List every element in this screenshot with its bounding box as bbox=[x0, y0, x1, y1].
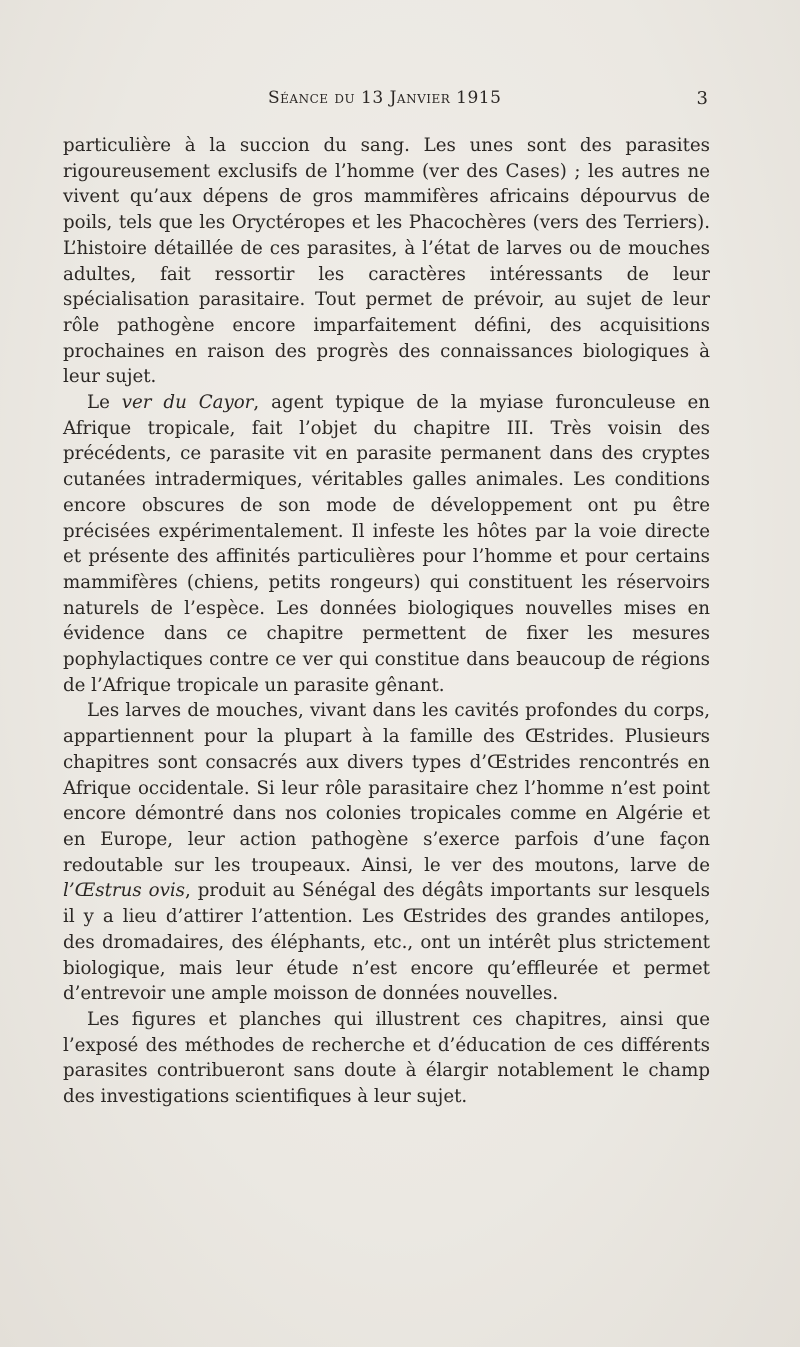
running-head bbox=[0, 88, 800, 114]
body-text bbox=[63, 133, 710, 1110]
italic-term-oestrus-ovis: l’Œstrus ovis bbox=[63, 880, 186, 902]
paragraph-4 bbox=[63, 1007, 710, 1110]
paragraph-3-text: Les larves de mouches, vivant dans les cavités profondes du corps, appartiennent pour la plupart à la famille des Œstrides. Plusieurs chapitres sont consacrés aux divers types d’Œstrides rencontrés en Afrique occidentale. Si leur rôle parasitaire chez l’homme n’est point encore démontré dans nos colonies tropicales comme en Algérie et en Europe, leur action pathogène s’exerce parfois d’une façon redoutable sur les troupeaux. Ainsi, le ver des moutons, larve de bbox=[63, 700, 710, 876]
italic-term-ver-du-cayor: ver du Cayor bbox=[121, 392, 254, 414]
paragraph-2-text: Le bbox=[87, 392, 122, 414]
paragraph-1 bbox=[63, 133, 710, 390]
paragraph-1-text: particulière à la succion du sang. Les unes sont des parasites rigoureusement exclusifs de l’homme (ver des Cases) ; les autres ne vivent qu’aux dépens de gros mammifères africains dépourvus de poils, tels que les Oryctéropes et les Phacochères (vers des Terriers). L’histoire détaillée de ces parasites, à l’état de larves ou de mouches adultes, fait ressortir les caractères intéressants de leur spécialisation parasitaire. Tout permet de prévoir, au sujet de leur rôle pathogène encore imparfaitement défini, des acquisitions prochaines en raison des progrès des connaissances biologiques à leur sujet. bbox=[63, 135, 710, 388]
paragraph-3-text: , produit au Sénégal des dégâts importants sur lesquels il y a lieu d’attirer l’attention. Les Œstrides des grandes antilopes, des dromadaires, des éléphants, etc., ont un intérêt plus strictement biologique, mais leur étude n’est encore qu’effleurée et permet d’entrevoir une ample moisson de données nouvelles. bbox=[63, 880, 710, 1005]
running-title: Séance du 13 Janvier 1915 bbox=[268, 88, 502, 108]
paragraph-2-text: , agent typique de la myiase furonculeuse en Afrique tropicale, fait l’objet du chapitre III. Très voisin des précédents, ce parasite vit en parasite permanent dans des cryptes cutanées intradermiques, véritables galles animales. Les conditions encore obscures de son mode de développement ont pu être précisées expérimentalement. Il infeste les hôtes par la voie directe et présente des affinités particulières pour l’homme et pour certains mammifères (chiens, petits rongeurs) qui constituent les réservoirs naturels de l’espèce. Les données biologiques nouvelles mises en évidence dans ce chapitre permettent de fixer les mesures pophylactiques contre ce ver qui constitue dans beaucoup de régions de l’Afrique tropicale un parasite gênant. bbox=[63, 392, 710, 696]
page-number: 3 bbox=[696, 88, 708, 109]
paragraph-3 bbox=[63, 698, 710, 1006]
paragraph-4-text: Les figures et planches qui illustrent ces chapitres, ainsi que l’exposé des méthodes de recherche et d’éducation de ces différents parasites contribueront sans doute à élargir notablement le champ des investigations scientifiques à leur sujet. bbox=[63, 1008, 710, 1108]
paragraph-2 bbox=[63, 390, 710, 698]
